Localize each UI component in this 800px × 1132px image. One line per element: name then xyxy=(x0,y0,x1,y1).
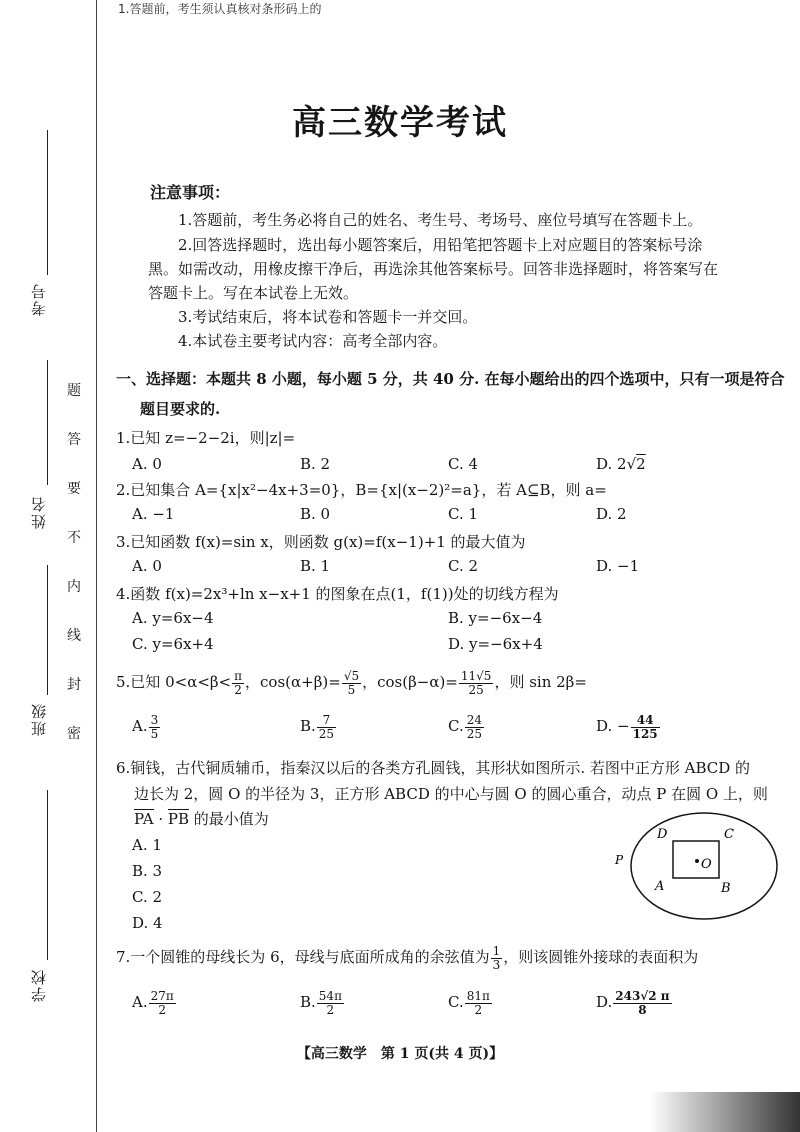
q7-text: 7.一个圆锥的母线长为 6，母线与底面所成角的余弦值为 xyxy=(116,948,490,967)
frac-num: π xyxy=(234,669,243,683)
seal-char: 不 xyxy=(67,530,81,546)
frac-num: 54π xyxy=(318,989,342,1003)
school-label: 学校 xyxy=(30,968,48,1002)
option-fraction xyxy=(149,714,161,740)
frac-den: 2 xyxy=(234,682,242,697)
frac-num: 27π xyxy=(150,989,174,1003)
q7-text: ，则该圆锥外接球的表面积为 xyxy=(503,948,699,967)
option-fraction xyxy=(465,714,484,740)
binding-sidebar xyxy=(0,0,100,1132)
note-3: 3.考试结束后，将本试卷和答题卡一并交回。 xyxy=(178,308,478,326)
frac-den: 2 xyxy=(158,1002,166,1017)
frac-den: 25 xyxy=(318,726,335,741)
header-fragment: 1.答题前，考生须认真核对条形码上的 xyxy=(118,2,322,16)
q7-option-b xyxy=(300,990,345,1016)
name-underline xyxy=(47,360,48,485)
label-c: C xyxy=(724,827,734,842)
scan-shadow xyxy=(650,1092,800,1132)
option-fraction xyxy=(631,714,660,740)
label-a: A xyxy=(655,879,665,894)
note-2-cont2: 答题卡上。写在本试卷上无效。 xyxy=(148,284,359,302)
q6-question-tail: 的最小值为 xyxy=(189,810,269,828)
label-b: B xyxy=(721,881,731,896)
school-underline xyxy=(47,790,48,960)
q5-fraction-cos2 xyxy=(459,670,494,696)
frac-num: 3 xyxy=(150,713,159,727)
frac-num: 24 xyxy=(466,713,482,727)
q7-fraction-one-third xyxy=(491,945,503,971)
frac-den: 5 xyxy=(347,682,356,697)
q4-option-c: C. y=6x+4 xyxy=(132,635,214,653)
frac-den: 2 xyxy=(326,1002,335,1017)
question-7-stem xyxy=(116,945,698,971)
frac-num: 44 xyxy=(631,714,660,728)
q1-option-b: B. 2 xyxy=(300,455,331,473)
binding-divider xyxy=(96,0,97,1132)
q4-option-b: B. y=−6x−4 xyxy=(448,609,543,627)
q4-option-a: A. y=6x−4 xyxy=(132,609,214,627)
q3-option-a: A. 0 xyxy=(132,557,162,575)
question-6-line-3 xyxy=(134,808,269,829)
q5-text: 5.已知 0<α<β< xyxy=(116,673,232,692)
dot-operator: · xyxy=(153,810,168,828)
frac-num: √5 xyxy=(343,669,360,683)
q5-option-c xyxy=(448,714,485,740)
question-5-stem xyxy=(116,670,587,696)
q1-d-radicand: 2 xyxy=(636,455,646,473)
option-letter: B. xyxy=(300,717,316,736)
note-1: 1.答题前，考生务必将自己的姓名、考生号、考场号、座位号填写在答题卡上。 xyxy=(178,211,703,229)
q1-d-prefix: D. 2 xyxy=(596,455,627,473)
option-fraction xyxy=(317,714,336,740)
q6-option-a: A. 1 xyxy=(132,836,162,854)
question-3-stem: 3.已知函数 f(x)=sin x，则函数 g(x)=f(x−1)+1 的最大值为 xyxy=(116,533,526,551)
q1-option-a: A. 0 xyxy=(132,455,162,473)
q4-option-d: D. y=−6x+4 xyxy=(448,635,543,653)
option-letter: C. xyxy=(448,993,464,1012)
option-fraction xyxy=(317,990,344,1016)
seal-char: 题 xyxy=(67,383,81,399)
q5-option-b xyxy=(300,714,337,740)
option-fraction xyxy=(613,990,671,1016)
frac-den: 8 xyxy=(638,1002,647,1017)
q1-option-d: D. 2√2 xyxy=(596,455,646,473)
exam-no-label: 考号 xyxy=(30,282,48,316)
option-letter: D. xyxy=(596,993,613,1012)
q7-option-a xyxy=(132,990,177,1016)
frac-den: 2 xyxy=(474,1002,483,1017)
seal-char: 答 xyxy=(67,432,81,448)
coin-figure xyxy=(613,808,783,928)
seal-line-text xyxy=(62,380,86,772)
center-point xyxy=(695,859,699,863)
question-6-line-2: 边长为 2，圆 O 的半径为 3，正方形 ABCD 的中心与圆 O 的圆心重合，动点 P 在圆 O 上，则 xyxy=(134,785,768,803)
q2-option-d: D. 2 xyxy=(596,505,627,523)
option-letter: B. xyxy=(300,993,316,1012)
section-heading: 一、选择题：本题共 8 小题，每小题 5 分，共 40 分. 在每小题给出的四个选项中，只有一项是符合 xyxy=(116,370,785,388)
frac-num: 7 xyxy=(317,714,336,728)
q1-option-c: C. 4 xyxy=(448,455,479,473)
option-letter: A. xyxy=(132,717,148,736)
q5-option-a xyxy=(132,714,161,740)
q5-text: ，cos(α+β)= xyxy=(245,673,341,692)
frac-den: 125 xyxy=(632,726,658,741)
frac-num: 1 xyxy=(492,944,501,958)
label-d: D xyxy=(657,827,668,842)
question-4-stem: 4.函数 f(x)=2x³+ln x−x+1 的图象在点(1，f(1))处的切线方程为 xyxy=(116,585,559,603)
frac-num: 11√5 xyxy=(460,669,492,683)
frac-den: 5 xyxy=(150,726,159,741)
option-letter: D. − xyxy=(596,717,630,736)
page-footer: 【高三数学 第 1 页(共 4 页)】 xyxy=(296,1046,504,1062)
seal-char: 线 xyxy=(67,628,81,644)
q6-option-d: D. 4 xyxy=(132,914,163,932)
question-1-stem: 1.已知 z=−2−2i，则|z|= xyxy=(116,429,296,447)
q7-option-d xyxy=(596,990,673,1016)
frac-den: 25 xyxy=(466,726,482,741)
seal-char: 内 xyxy=(67,579,81,595)
note-2-cont: 黑。如需改动，用橡皮擦干净后，再选涂其他答案标号。回答非选择题时，将答案写在 xyxy=(148,260,719,278)
q3-option-d: D. −1 xyxy=(596,557,640,575)
seal-char: 密 xyxy=(67,726,81,742)
q5-option-d xyxy=(596,714,661,740)
vector-pb: PB xyxy=(167,810,189,828)
label-o: O xyxy=(701,857,712,872)
seal-char: 封 xyxy=(67,677,81,693)
q5-text: ，cos(β−α)= xyxy=(362,673,458,692)
q2-option-b: B. 0 xyxy=(300,505,331,523)
option-letter: C. xyxy=(448,717,464,736)
vector-pa: PA xyxy=(134,810,154,828)
notes-heading: 注意事项： xyxy=(150,183,231,202)
name-label: 姓名 xyxy=(30,495,48,529)
question-2-stem: 2.已知集合 A={x|x²−4x+3=0}，B={x|(x−2)²=a}，若 A⊆B，则 a= xyxy=(116,481,607,499)
page-title: 高三数学考试 xyxy=(292,103,508,143)
q3-option-b: B. 1 xyxy=(300,557,331,575)
note-2: 2.回答选择题时，选出每小题答案后，用铅笔把答题卡上对应题目的答案标号涂 xyxy=(178,236,703,254)
class-underline xyxy=(47,565,48,695)
q2-option-a: A. −1 xyxy=(132,505,175,523)
frac-num: 243√2 π xyxy=(615,989,670,1003)
frac-den: 3 xyxy=(492,957,501,972)
class-label: 班级 xyxy=(30,702,48,736)
option-fraction xyxy=(465,990,492,1016)
q2-option-c: C. 1 xyxy=(448,505,479,523)
frac-num: 81π xyxy=(466,989,490,1003)
q6-option-b: B. 3 xyxy=(132,862,163,880)
question-6-line-1: 6.铜钱，古代铜质辅币，指秦汉以后的各类方孔圆钱，其形状如图所示. 若图中正方形 ABCD 的 xyxy=(116,759,751,777)
q5-text: ，则 sin 2β= xyxy=(494,673,587,692)
option-fraction xyxy=(149,990,176,1016)
frac-den: 25 xyxy=(468,682,484,697)
q6-option-c: C. 2 xyxy=(132,888,163,906)
exam-no-underline xyxy=(47,130,48,275)
q5-fraction-pi-over-2 xyxy=(232,670,244,696)
q3-option-c: C. 2 xyxy=(448,557,479,575)
q7-option-c xyxy=(448,990,493,1016)
seal-char: 要 xyxy=(67,481,81,497)
label-p: P xyxy=(615,853,624,867)
option-letter: A. xyxy=(132,993,148,1012)
note-4: 4.本试卷主要考试内容：高考全部内容。 xyxy=(178,332,448,350)
q5-fraction-cos1 xyxy=(342,670,361,696)
section-heading-cont: 题目要求的. xyxy=(140,400,221,418)
